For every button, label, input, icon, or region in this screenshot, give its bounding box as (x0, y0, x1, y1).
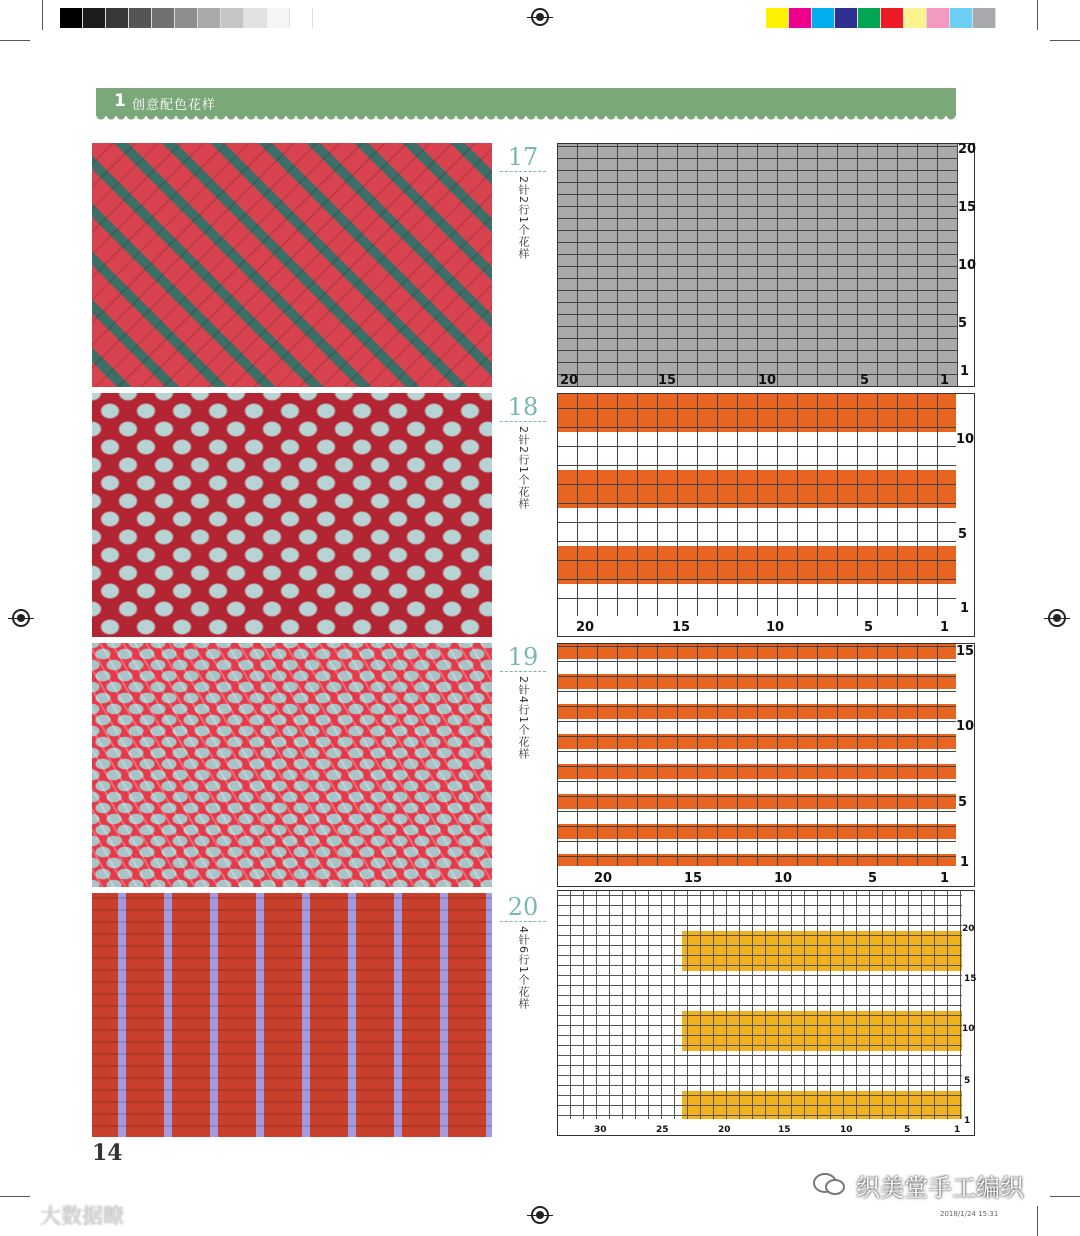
pattern-description: 2针4行1个花样 (517, 676, 530, 760)
row-label: 20 (962, 924, 975, 934)
column-label: 15 (778, 1125, 791, 1135)
dashed-divider (500, 421, 546, 422)
registration-mark-icon (1048, 609, 1066, 627)
pattern-label-18 (498, 393, 548, 510)
color-swatch (950, 8, 973, 28)
row-label: 1 (960, 601, 970, 616)
pattern-label-17 (498, 143, 548, 260)
pattern-label-20 (498, 893, 548, 1010)
column-label: 5 (868, 871, 878, 886)
color-swatch (175, 8, 198, 28)
color-swatch (221, 8, 244, 28)
color-swatch (973, 8, 996, 28)
column-label: 10 (774, 871, 793, 886)
pattern-description: 4针6行1个花样 (517, 926, 530, 1010)
column-label: 10 (766, 620, 785, 635)
crop-mark (0, 40, 30, 41)
row-label: 10 (956, 432, 975, 447)
column-label: 15 (672, 620, 691, 635)
column-label: 1 (940, 620, 950, 635)
row-label: 5 (958, 795, 968, 810)
section-header (96, 88, 956, 116)
dashed-divider (500, 671, 546, 672)
knit-photo-20 (92, 893, 492, 1137)
row-label: 20 (958, 142, 977, 157)
knit-photo-18 (92, 393, 492, 637)
column-label: 5 (860, 373, 870, 388)
pattern-description: 2针2行1个花样 (517, 426, 530, 510)
crop-mark (1037, 0, 1038, 30)
section-number: 1 (114, 91, 126, 111)
color-swatch (812, 8, 835, 28)
knit-photo-17 (92, 143, 492, 387)
row-label: 1 (964, 1116, 971, 1126)
process-color-bar (766, 8, 996, 28)
column-label: 20 (594, 871, 613, 886)
registration-mark-icon (12, 609, 30, 627)
row-label: 10 (962, 1024, 975, 1034)
crop-mark (1050, 1196, 1080, 1197)
print-date: 2018/1/24 (940, 1210, 976, 1218)
color-swatch (60, 8, 83, 28)
column-label: 20 (718, 1125, 731, 1135)
column-label: 15 (658, 373, 677, 388)
stitch-chart-20 (557, 890, 975, 1136)
pattern-description: 2针2行1个花样 (517, 176, 530, 260)
row-label: 1 (960, 364, 970, 379)
stitch-chart-17 (557, 143, 975, 387)
column-label: 30 (594, 1125, 607, 1135)
crop-mark (0, 1196, 30, 1197)
column-label: 15 (684, 871, 703, 886)
row-label: 10 (956, 719, 975, 734)
column-label: 10 (840, 1125, 853, 1135)
registration-mark-icon (531, 8, 549, 26)
row-label: 15 (956, 644, 975, 659)
print-time: 15:31 (978, 1210, 999, 1218)
knit-photo-19 (92, 643, 492, 887)
row-label: 5 (958, 316, 968, 331)
dashed-divider (500, 171, 546, 172)
watermark-text: 织美堂手工编织 (856, 1174, 1024, 1202)
color-swatch (198, 8, 221, 28)
color-swatch (267, 8, 290, 28)
column-label: 1 (954, 1125, 961, 1135)
color-swatch (927, 8, 950, 28)
dashed-divider (500, 921, 546, 922)
column-label: 5 (904, 1125, 911, 1135)
wechat-icon (812, 1172, 848, 1198)
footer-date (940, 1210, 998, 1218)
footer-watermark: 大数据瞭 (40, 1204, 124, 1228)
color-swatch (881, 8, 904, 28)
column-label: 5 (864, 620, 874, 635)
column-label: 10 (758, 373, 777, 388)
column-label: 1 (940, 871, 950, 886)
color-swatch (290, 8, 313, 28)
column-label: 25 (656, 1125, 669, 1135)
pattern-label-19 (498, 643, 548, 760)
color-swatch (129, 8, 152, 28)
column-label: 20 (560, 373, 579, 388)
color-swatch (904, 8, 927, 28)
header-scallop-border (96, 115, 956, 121)
registration-mark-icon (531, 1206, 549, 1224)
crop-mark (1050, 40, 1080, 41)
crop-mark (42, 0, 43, 30)
column-label: 20 (576, 620, 595, 635)
pattern-number: 18 (507, 393, 539, 421)
pattern-number: 19 (507, 643, 539, 671)
section-title: 创意配色花样 (132, 98, 217, 113)
row-label: 1 (960, 855, 970, 870)
row-label: 10 (958, 258, 977, 273)
color-swatch (766, 8, 789, 28)
row-label: 5 (958, 527, 968, 542)
row-label: 5 (964, 1076, 971, 1086)
row-label: 15 (958, 200, 977, 215)
stitch-chart-18 (557, 393, 975, 637)
color-swatch (789, 8, 812, 28)
row-label: 15 (964, 974, 977, 984)
stitch-chart-19 (557, 643, 975, 887)
pattern-number: 20 (507, 893, 539, 921)
color-swatch (835, 8, 858, 28)
column-label: 1 (940, 373, 950, 388)
pattern-number: 17 (507, 143, 539, 171)
color-swatch (106, 8, 129, 28)
color-swatch (83, 8, 106, 28)
color-swatch (152, 8, 175, 28)
crop-mark (1037, 1206, 1038, 1236)
grayscale-color-bar (60, 8, 313, 28)
page-number: 14 (92, 1140, 123, 1166)
color-swatch (858, 8, 881, 28)
color-swatch (244, 8, 267, 28)
